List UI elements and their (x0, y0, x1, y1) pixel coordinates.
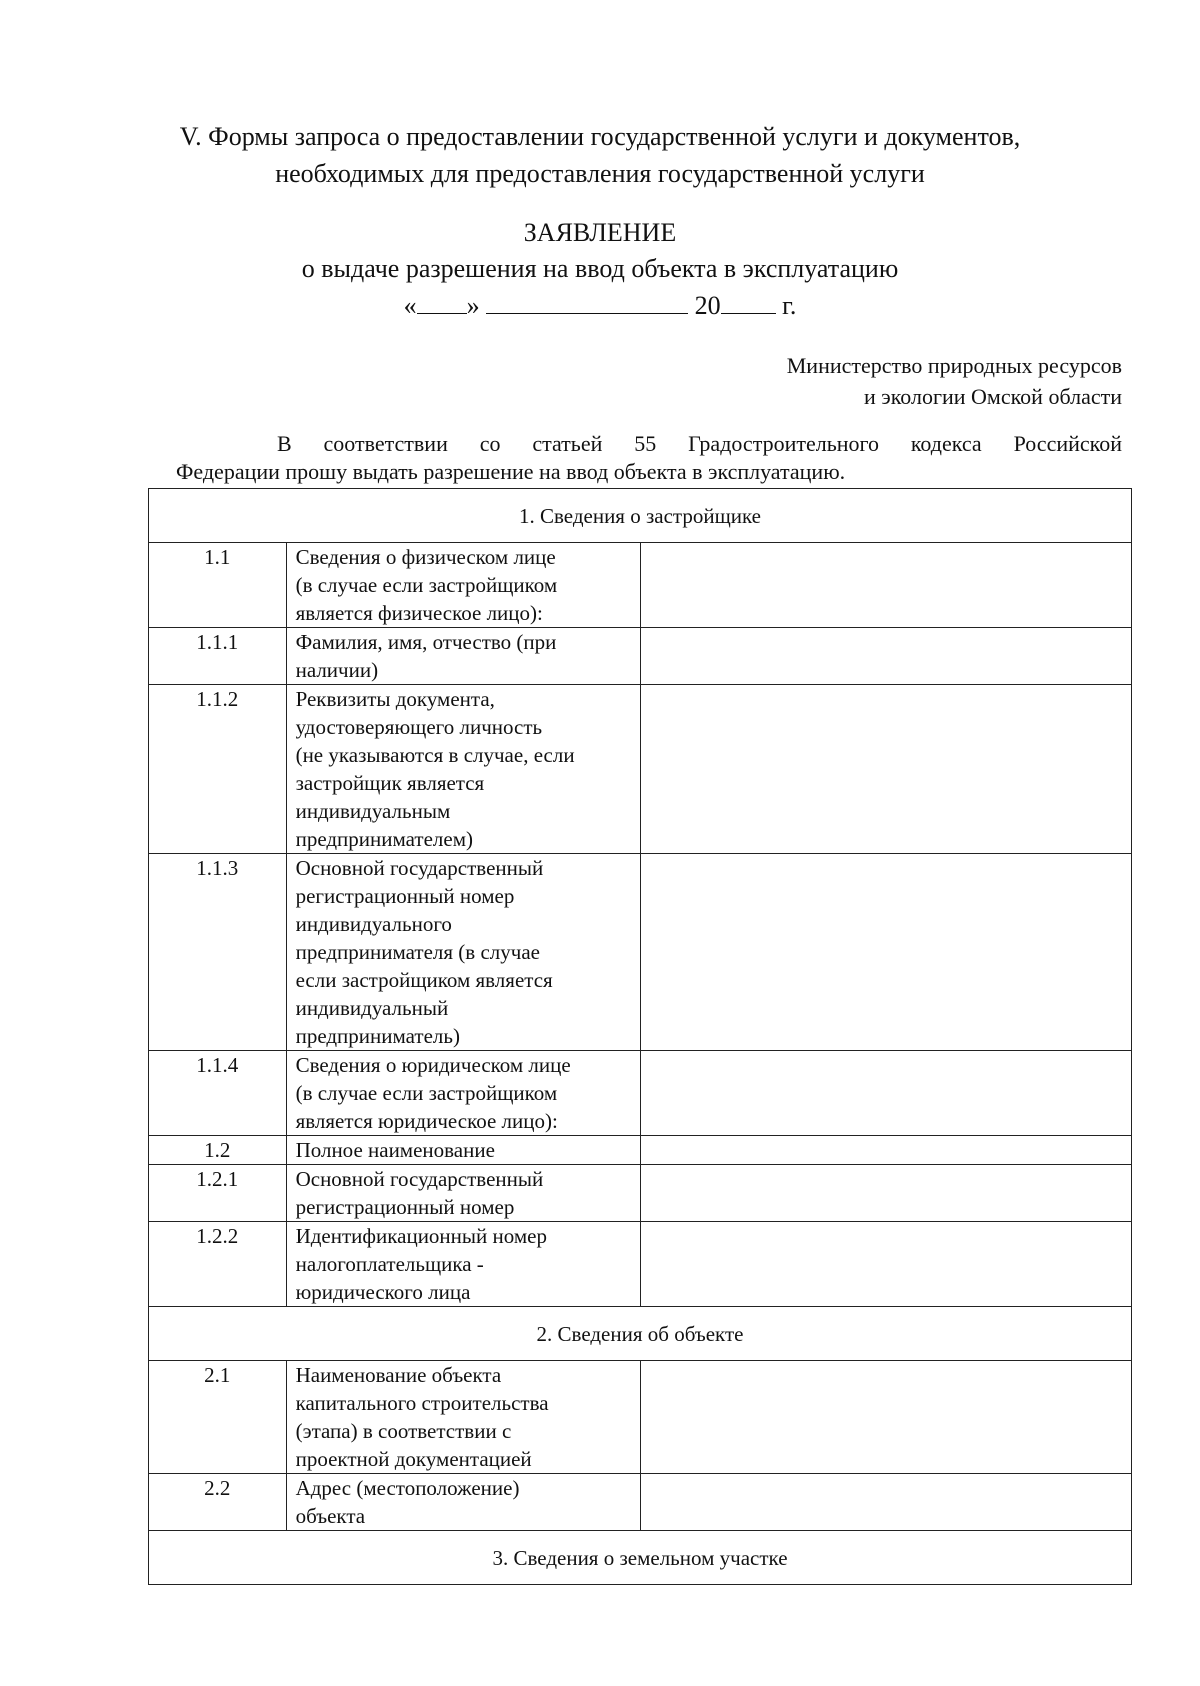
row-label-line: Наименование объекта (295, 1363, 502, 1387)
section-title: 3. Сведения о земельном участке (149, 1531, 1132, 1585)
row-label-line: является юридическое лицо): (295, 1109, 558, 1133)
date-day-blank[interactable] (417, 287, 467, 314)
heading-line-1: V. Формы запроса о предоставлении государственной услуги и документов, (179, 122, 1021, 151)
intro-word: кодекса (910, 431, 982, 456)
row-label-line: удостоверяющего личность (295, 715, 543, 739)
row-label-line: является физическое лицо): (295, 601, 543, 625)
row-label-line: предприниматель) (295, 1024, 460, 1048)
row-label-line: юридического лица (295, 1280, 471, 1304)
row-label-line: Полное наименование (295, 1138, 495, 1162)
row-label (286, 1361, 641, 1474)
row-label-line: (в случае если застройщиком (295, 1081, 558, 1105)
row-label-line: регистрационный номер (295, 1195, 515, 1219)
row-label-line: объекта (295, 1504, 366, 1528)
row-value-field[interactable] (641, 1051, 1132, 1136)
intro-word: 55 (634, 431, 657, 456)
row-number: 1.1.2 (149, 685, 287, 854)
date-year-prefix: 20 (694, 291, 721, 320)
intro-paragraph (176, 430, 1122, 486)
page-heading (0, 118, 1200, 192)
row-number: 1.1 (149, 543, 287, 628)
row-number: 1.1.4 (149, 1051, 287, 1136)
row-number: 1.2 (149, 1136, 287, 1165)
row-value-field[interactable] (641, 628, 1132, 685)
row-value-field[interactable] (641, 1222, 1132, 1307)
intro-word: Российской (1013, 431, 1122, 456)
table-row (149, 1361, 1132, 1474)
document-subtitle: о выдаче разрешения на ввод объекта в эксплуатацию (301, 254, 899, 283)
row-label (286, 1051, 641, 1136)
row-label (286, 543, 641, 628)
section-row (149, 1531, 1132, 1585)
table-row (149, 1136, 1132, 1165)
row-number: 1.2.2 (149, 1222, 287, 1307)
table-row (149, 628, 1132, 685)
intro-first-line (176, 430, 1122, 458)
row-number: 2.1 (149, 1361, 287, 1474)
date-open-quote: « (403, 291, 417, 320)
row-value-field[interactable] (641, 543, 1132, 628)
row-value-field[interactable] (641, 1474, 1132, 1531)
row-label-line: предпринимателем) (295, 827, 474, 851)
row-label-line: индивидуальный (295, 996, 449, 1020)
row-number: 2.2 (149, 1474, 287, 1531)
table-row (149, 854, 1132, 1051)
intro-word: Градостроительного (688, 431, 879, 456)
addressee-line-2: и экологии Омской области (863, 384, 1122, 409)
intro-word: со (479, 431, 501, 456)
section-row (149, 489, 1132, 543)
intro-word: В (277, 431, 292, 456)
intro-word: соответствии (323, 431, 448, 456)
row-label-line: Сведения о физическом лице (295, 545, 556, 569)
addressee (787, 350, 1122, 412)
row-label-line: если застройщиком является (295, 968, 553, 992)
row-value-field[interactable] (641, 1136, 1132, 1165)
row-label-line: Основной государственный (295, 1167, 544, 1191)
table-row (149, 543, 1132, 628)
row-value-field[interactable] (641, 685, 1132, 854)
table-row (149, 1474, 1132, 1531)
date-close-quote: » (466, 291, 480, 320)
section-title: 2. Сведения об объекте (149, 1307, 1132, 1361)
row-label (286, 1474, 641, 1531)
row-label-line: индивидуального (295, 912, 452, 936)
table-row (149, 1051, 1132, 1136)
table-row (149, 685, 1132, 854)
row-label-line: предпринимателя (в случае (295, 940, 540, 964)
row-label (286, 1222, 641, 1307)
row-number: 1.2.1 (149, 1165, 287, 1222)
section-title: 1. Сведения о застройщике (149, 489, 1132, 543)
addressee-line-1: Министерство природных ресурсов (786, 353, 1122, 378)
heading-line-2: необходимых для предоставления государственной услуги (275, 159, 925, 188)
intro-second-line: Федерации прошу выдать разрешение на ввод объекта в эксплуатацию. (176, 459, 846, 484)
row-label-line: регистрационный номер (295, 884, 515, 908)
row-label-line: наличии) (295, 658, 379, 682)
row-label-line: Основной государственный (295, 856, 544, 880)
row-label-line: (в случае если застройщиком (295, 573, 558, 597)
date-month-blank[interactable] (486, 287, 688, 314)
date-year-suffix: г. (782, 291, 797, 320)
row-value-field[interactable] (641, 854, 1132, 1051)
row-value-field[interactable] (641, 1165, 1132, 1222)
section-row (149, 1307, 1132, 1361)
row-label-line: (этапа) в соответствии с (295, 1419, 512, 1443)
row-label-line: Реквизиты документа, (295, 687, 495, 711)
row-label-line: Адрес (местоположение) (295, 1476, 520, 1500)
row-label (286, 685, 641, 854)
row-label-line: налогоплательщика - (295, 1252, 484, 1276)
row-label-line: капитального строительства (295, 1391, 549, 1415)
row-label (286, 1136, 641, 1165)
row-label (286, 628, 641, 685)
row-label-line: (не указываются в случае, если (295, 743, 575, 767)
document-title: ЗАЯВЛЕНИЕ (523, 218, 677, 247)
intro-word: статьей (532, 431, 603, 456)
table-row (149, 1165, 1132, 1222)
row-label-line: индивидуальным (295, 799, 451, 823)
row-number: 1.1.1 (149, 628, 287, 685)
row-value-field[interactable] (641, 1361, 1132, 1474)
date-line (0, 287, 1200, 324)
row-label (286, 1165, 641, 1222)
row-label-line: застройщик является (295, 771, 485, 795)
application-form-table (148, 488, 1132, 1585)
row-number: 1.1.3 (149, 854, 287, 1051)
table-row (149, 1222, 1132, 1307)
row-label-line: Сведения о юридическом лице (295, 1053, 571, 1077)
row-label (286, 854, 641, 1051)
row-label-line: проектной документацией (295, 1447, 532, 1471)
row-label-line: Фамилия, имя, отчество (при (295, 630, 557, 654)
date-year-blank[interactable] (721, 287, 776, 314)
row-label-line: Идентификационный номер (295, 1224, 547, 1248)
